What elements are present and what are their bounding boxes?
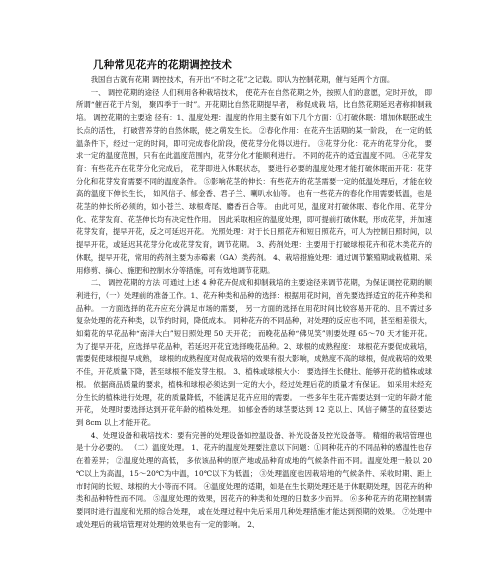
paragraph: 一、 调控花期的途径 人们利用各种栽培技术， 使花卉在自然花期之外，按照人们的意愿，定时开放， 即所谓“催百花于片刻， 聚四季于一时”。开花期比自然花期提早者， 称促成栽 培，比自然花期延迟者称抑制栽培。 调控花期的主要途 径有：1、温度处理：温度的作用主要有如下几个方面：①打破休眠：增加休眠胚或生长点的活性， 打破营养芽的自然休眠，使之萌发生长。 ②春化作用：在花卉生活期的某一阶段， 在一定的低温条件下，经过一定的时间，即可完成春化阶段，使花芽分化得以进行。 ③花芽分化：花卉的花芽分化， 要求一定的温度范围，只有在此温度范围内，花芽分化才能顺利进行。 不同的花卉的适宜温度不同。 ④花芽发育：有些花卉在花芽分化完成后， 花芽即进入休眠状态， 要进行必要的温度处理才能打破休眠而开花：花芽分化和花芽发育需要不同的温度条件。 ⑤影响花茎的伸长：有些花卉的花茎需要一定的低温处理后，才能在较高的温度下伸长生长， 如风信子、郁金香、君子兰、喇叭水仙等。 也有一些花卉的春化作用需要低温，也是花茎的伸长所必须的，如小苍兰、球根鸢尾、麝香百合等。 由此可见，温度对打破休眠、春化作用、花芽分化、花芽发育、花茎伸长均有决定性作用。 因此采取相应的温度处理，即可提前打破休眠，形成花芽，并加速花芽发育，提早开花，反之可延迟开花。 光照处理：对于长日照花卉和短日照花卉，可人为控制日照时间，以提早开花，或延迟其花芽分化或花芽发育，调节花期。 3、药剂处理：主要用于打破球根花卉和花木类花卉的休眠，提早开花，常用的药剂主要为赤霉素（GA）类药剂。 4、栽培措施处理：通过调节繁殖期或栽植期、采用修剪、摘心、施肥和控制水分等措施，可有效地调节花期。	[76, 87, 432, 275]
document-body	[76, 74, 432, 531]
document-title: 几种常见花卉的花期调控技术	[93, 59, 233, 71]
paragraph: 4、处理设备和栽培技术：要有完善的处理设备如控温设备、补光设备及控光设备等。 精细的栽培管理也是十分必要的。 （二）温度处理。 1、花卉的温度处理要注意以下问题：①同种花卉的不同品种的感温性也存在着差异； ②温度处理的高低， 多依该品种的原产地或品种育成地的气候条件而不同。温度处理一般以 20 ℃以上为高温，15～20℃为中温，10℃以下为低温； ③处理温度也因栽培地的气候条件、采收时期、距上市时间的长短、球根的大小等而不同。 ④温度处理的适期，如是在生长期处理还是于休眠期处理，因花卉的种类和品种特性而不同。 ⑤温度处理的效果，因花卉的种类和处理的日数多少而异。 ⑥多种花卉的花期控制需要同时进行温度和光照的综合处理， 或在处理过程中先后采用几种处理措施才能达到预期的效果。 ⑦处理中或处理后的栽培管理对处理的效果也有一定的影响。 2、	[76, 430, 432, 529]
paragraph: 我国自古就有花期 调控技术，有开出“不时之花”之记载。即认为控制花期，催与延两个方面。	[90, 75, 395, 84]
paragraph: 二、 调控花期的方法 可通过上述 4 种花卉促成和抑制栽培的主要途径来调节花期，为保证调控花期的顺利进行，（一）处理前的准备工作。1、花卉种类和品种的选择：根据用花时间，首先要选择适宜的花卉种类和品种。 一方面选择的花卉应充分满足市场的需要， 另一方面的选择在用花时间比较容易开花的、且不需过多复杂处理的花卉种类，以节约时间，降低成本。 同种花卉的不同品种，对处理的反应也不同，甚至相差很大， 如菊花的早花品种“南洋大白”短日照处理 50 天开花； 而晚花品种“佛见笑”则要处理 65～70 天才能开花。 为了提早开花，应选择早花品种，若延迟开花宜选择晚花品种。2、球根的成熟程度： 球根花卉要促成栽培，需要促使球根提早成熟， 球根的成熟程度对促成栽培的效果有很大影响，成熟度不高的球根，促成栽培的效果不佳，开花质量下降，甚至球根不能发芽生根。 3、植株或球根大小： 要选择生长健壮、能够开花的植株或球根。 依据商品质量的要求，植株和球根必须达到一定的大小，经过处理后花的质量才有保证。 如采用未经充分生长的植株进行处理，花的质量降低，不能满足花卉应用的需要。 一些多年生花卉需要达到一定的年龄才能开花， 处理时要选择达到开花年龄的植株处理。 如郁金香的球茎要达到 12 克以上、风信子鳞茎的直径要达到 8cm 以上才能开花。	[76, 278, 432, 427]
